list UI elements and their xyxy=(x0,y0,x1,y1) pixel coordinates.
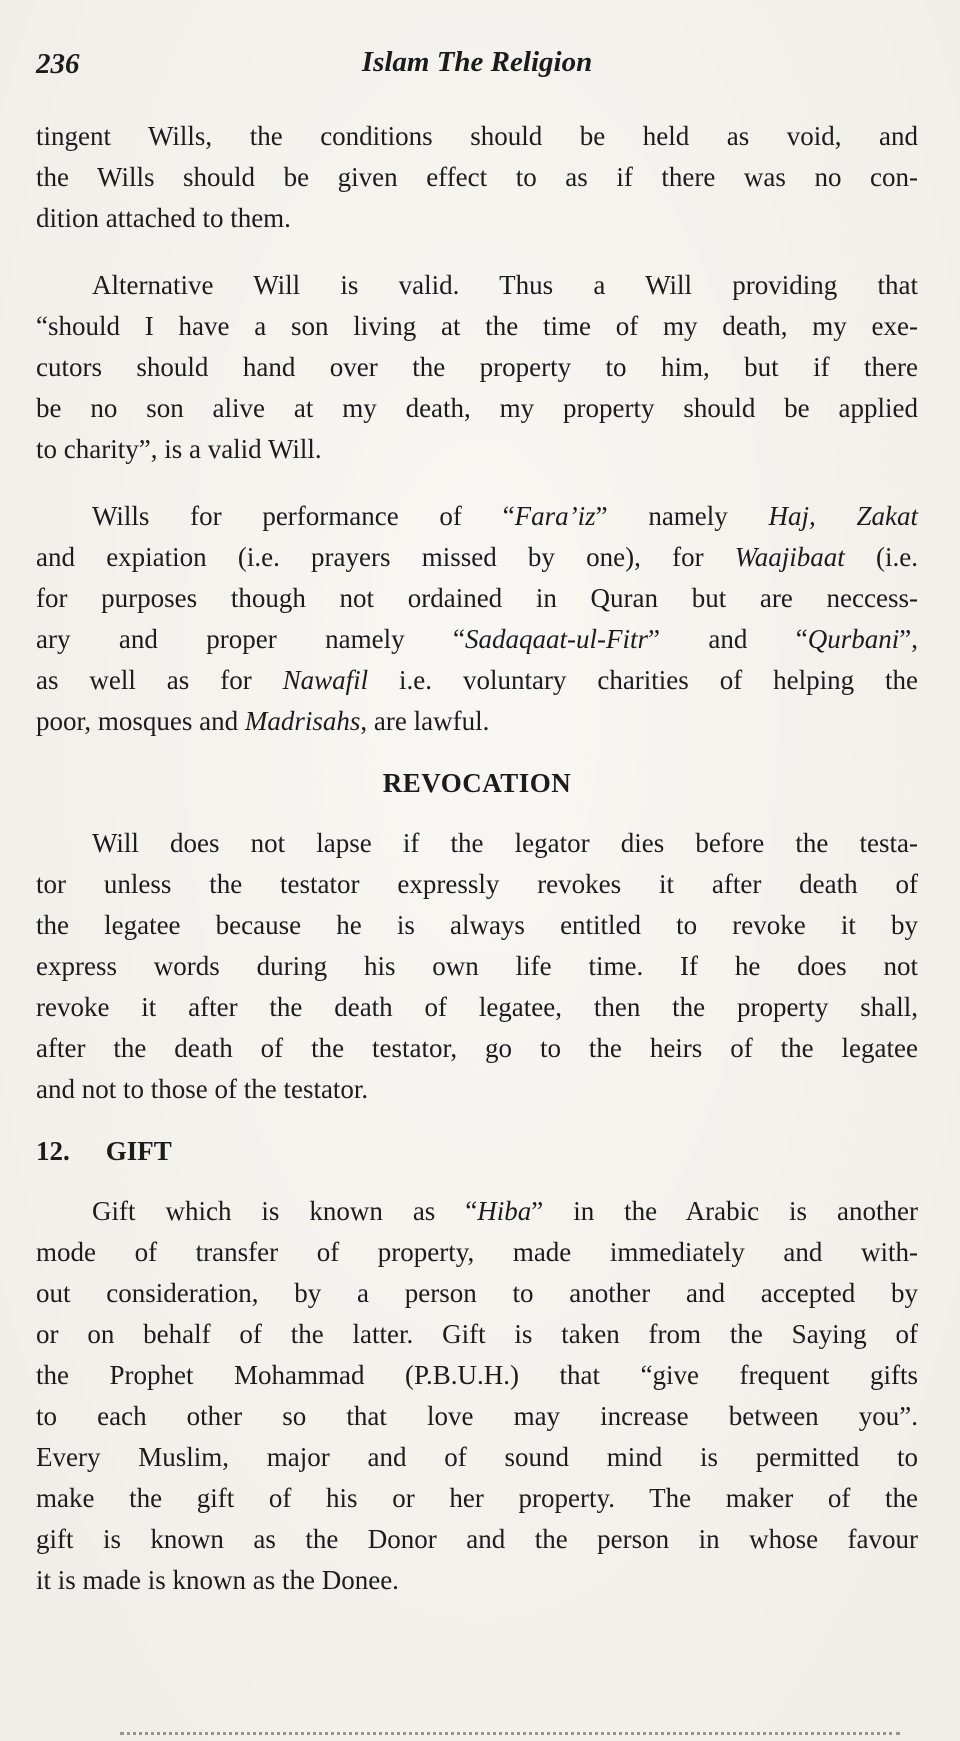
italic-term: Nawafil xyxy=(282,665,369,695)
section-title: GIFT xyxy=(105,1136,172,1166)
text-line: gift is known as the Donor and the person in whose favour xyxy=(36,1524,918,1554)
italic-term: Waajibaat xyxy=(734,542,845,572)
text-line: to each other so that love may increase between you”. xyxy=(36,1401,918,1431)
page-body xyxy=(36,116,918,1601)
text-line: express words during his own life time. If he does not xyxy=(36,951,918,981)
text-line: ary and proper namely “Sadaqaat-ul-Fitr” and “Qurbani”, xyxy=(36,624,918,654)
text-line: as well as for Nawafil i.e. voluntary charities of helping the xyxy=(36,665,918,695)
text-line: for purposes though not ordained in Quran but are neccess- xyxy=(36,583,918,613)
text-line: the Wills should be given effect to as if there was no con- xyxy=(36,162,918,192)
text-line: make the gift of his or her property. The maker of the xyxy=(36,1483,918,1513)
italic-term: Qurbani xyxy=(807,624,900,654)
revocation-heading: REVOCATION xyxy=(382,768,572,798)
gift-heading xyxy=(36,1136,918,1167)
text-line: tingent Wills, the conditions should be held as void, and xyxy=(36,121,918,151)
text-line: poor, mosques and Madrisahs, are lawful. xyxy=(36,706,490,736)
italic-term: Hiba xyxy=(477,1196,532,1226)
paragraph-gift xyxy=(36,1191,918,1601)
text-line: revoke it after the death of legatee, then the property shall, xyxy=(36,992,918,1022)
text-line: mode of transfer of property, made immediately and with- xyxy=(36,1237,918,1267)
text-line: Wills for performance of “Fara’iz” namely Haj, Zakat xyxy=(92,501,918,531)
section-number: 12. xyxy=(36,1136,70,1166)
text-line: after the death of the testator, go to the heirs of the legatee xyxy=(36,1033,918,1063)
italic-term: Madrisahs xyxy=(244,706,361,736)
text-line: the legatee because he is always entitled to revoke it by xyxy=(36,910,918,940)
text-line: or on behalf of the latter. Gift is taken from the Saying of xyxy=(36,1319,918,1349)
text-line: be no son alive at my death, my property should be applied xyxy=(36,393,918,423)
text-line: out consideration, by a person to another and accepted by xyxy=(36,1278,918,1308)
scan-edge-artifact xyxy=(120,1732,900,1735)
book-title: Islam The Religion xyxy=(361,46,593,78)
italic-term: Fara’iz xyxy=(514,501,596,531)
paragraph-wills-performance xyxy=(36,496,918,742)
text-line: cutors should hand over the property to him, but if there xyxy=(36,352,918,382)
text-line: and not to those of the testator. xyxy=(36,1074,369,1104)
text-line: Every Muslim, major and of sound mind is permitted to xyxy=(36,1442,918,1472)
page-header xyxy=(36,46,918,90)
text-line: Will does not lapse if the legator dies before the testa- xyxy=(92,828,918,858)
paragraph-alternative-will xyxy=(36,265,918,470)
text-line: Alternative Will is valid. Thus a Will providing that xyxy=(92,270,918,300)
text-line: tor unless the testator expressly revokes it after death of xyxy=(36,869,918,899)
text-line: “should I have a son living at the time of my death, my exe- xyxy=(36,311,918,341)
text-line: it is made is known as the Donee. xyxy=(36,1565,399,1595)
italic-term: Haj, Zakat xyxy=(768,501,918,531)
paragraph-continuation xyxy=(36,116,918,239)
text-line: dition attached to them. xyxy=(36,203,291,233)
text-line: Gift which is known as “Hiba” in the Arabic is another xyxy=(92,1196,918,1226)
text-line: the Prophet Mohammad (P.B.U.H.) that “give frequent gifts xyxy=(36,1360,918,1390)
page-number: 236 xyxy=(36,48,80,80)
text-line: to charity”, is a valid Will. xyxy=(36,434,322,464)
italic-term: Sadaqaat-ul-Fitr xyxy=(464,624,648,654)
paragraph-revocation xyxy=(36,823,918,1110)
text-line: and expiation (i.e. prayers missed by one), for Waajibaat (i.e. xyxy=(36,542,918,572)
